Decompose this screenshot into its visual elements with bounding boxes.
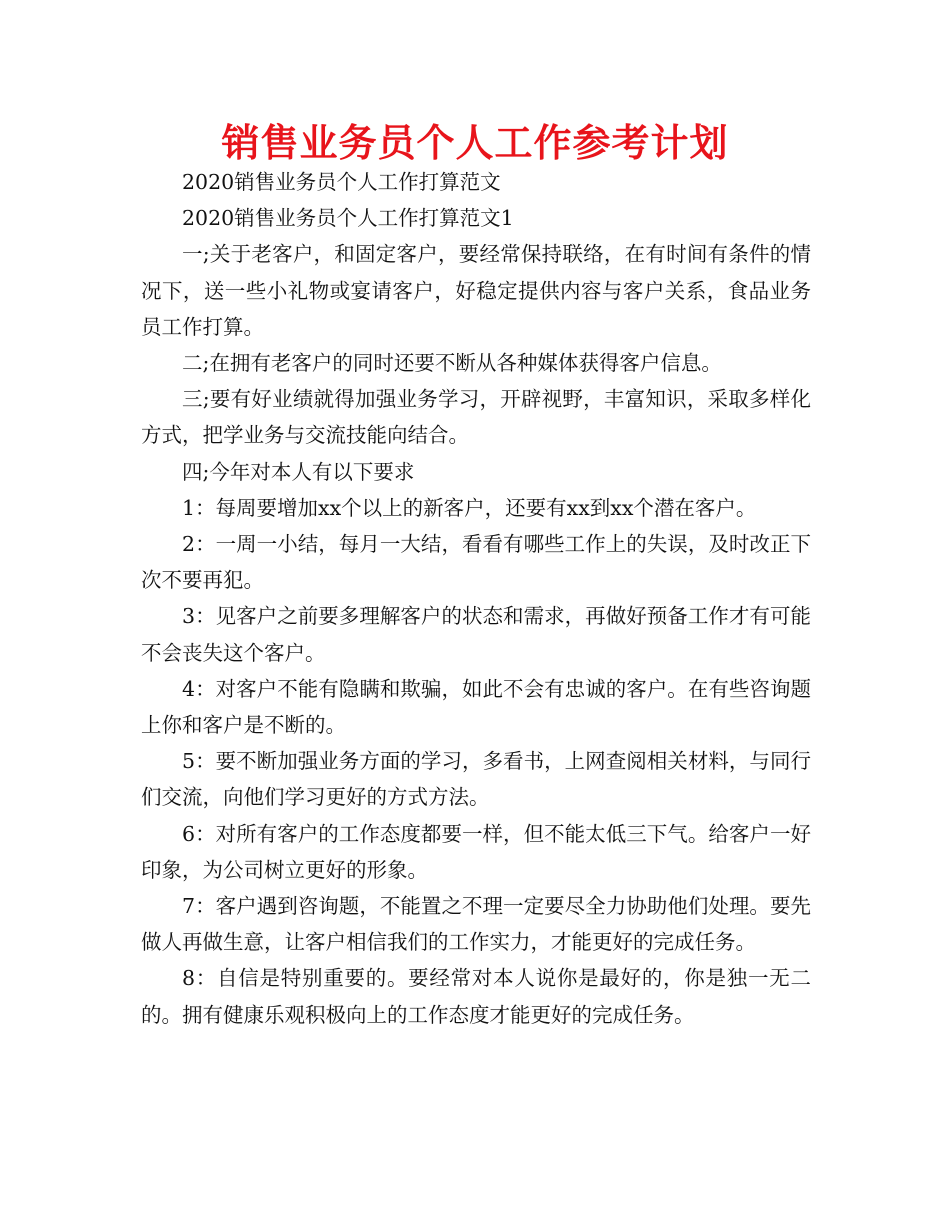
document-body bbox=[141, 164, 811, 1033]
paragraph-item-3: 三;要有好业绩就得加强业务学习，开辟视野，丰富知识，采取多样化方式，把学业务与交流技能向结合。 bbox=[141, 387, 811, 448]
paragraph-requirement-1: 1：每周要增加xx个以上的新客户，还要有xx到xx个潜在客户。 bbox=[182, 495, 757, 520]
paragraph-requirement-6: 6：对所有客户的工作态度都要一样，但不能太低三下气。给客户一好印象，为公司树立更好的形象。 bbox=[141, 821, 811, 882]
paragraph-subtitle-1: 2020销售业务员个人工作打算范文1 bbox=[182, 206, 514, 231]
paragraph-requirement-8: 8：自信是特别重要的。要经常对本人说你是最好的，你是独一无二的。拥有健康乐观积极向上的工作态度才能更好的完成任务。 bbox=[141, 966, 811, 1027]
paragraph-subtitle: 2020销售业务员个人工作打算范文 bbox=[182, 170, 501, 194]
paragraph-item-1: 一;关于老客户，和固定客户，要经常保持联络，在有时间有条件的情况下，送一些小礼物或宴请客户，好稳定提供内容与客户关系，食品业务员工作打算。 bbox=[141, 242, 811, 339]
paragraph-requirement-3: 3：见客户之前要多理解客户的状态和需求，再做好预备工作才有可能不会丧失这个客户。 bbox=[141, 604, 811, 665]
paragraph-requirement-7: 7：客户遇到咨询题，不能置之不理一定要尽全力协助他们处理。要先做人再做生意，让客户相信我们的工作实力，才能更好的完成任务。 bbox=[141, 894, 811, 955]
document-title: 销售业务员个人工作参考计划 bbox=[221, 121, 729, 165]
paragraph-item-2: 二;在拥有老客户的同时还要不断从各种媒体获得客户信息。 bbox=[182, 351, 722, 376]
paragraph-item-4: 四;今年对本人有以下要求 bbox=[182, 459, 415, 484]
paragraph-requirement-2: 2：一周一小结，每月一大结，看看有哪些工作上的失误，及时改正下次不要再犯。 bbox=[141, 532, 811, 593]
paragraph-requirement-4: 4：对客户不能有隐瞒和欺骗，如此不会有忠诚的客户。在有些咨询题上你和客户是不断的。 bbox=[141, 676, 811, 738]
paragraph-requirement-5: 5：要不断加强业务方面的学习，多看书，上网查阅相关材料，与同行们交流，向他们学习更好的方式方法。 bbox=[141, 749, 811, 810]
